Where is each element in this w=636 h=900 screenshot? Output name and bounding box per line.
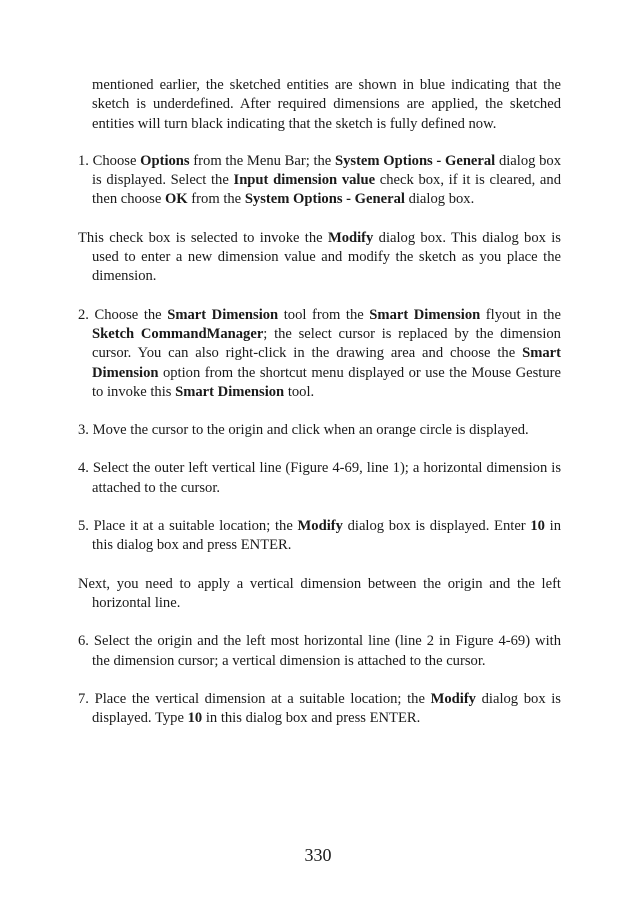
bold-term: Modify xyxy=(430,690,476,707)
bold-term: System Options - General xyxy=(334,152,496,169)
page-body xyxy=(78,76,561,747)
bold-term: Smart Dimension xyxy=(369,306,481,323)
bold-term: 10 xyxy=(187,710,203,727)
paragraph-intro-continued xyxy=(78,76,561,134)
text-run: in this dialog box and press ENTER. xyxy=(92,518,561,554)
paragraph-step-7 xyxy=(78,690,561,729)
text-run: tool. xyxy=(284,383,315,400)
text-run: This check box is selected to invoke the xyxy=(78,229,328,246)
paragraph-note-modify xyxy=(78,229,561,287)
text-run: ; the select cursor is replaced by the dimension cursor. You can also right-click in the drawing area and choose the xyxy=(92,325,561,362)
text-run: 6. Select the origin and the left most horizontal line (line 2 in Figure 4-69) with the dimension cursor; a vertical dimension is attached to the cursor. xyxy=(78,633,561,669)
paragraph-step-6 xyxy=(78,632,561,671)
bold-term: Smart Dimension xyxy=(92,345,561,381)
text-run: 1. Choose xyxy=(78,152,141,169)
text-run: flyout in the xyxy=(480,306,561,323)
bold-term: Smart Dimension xyxy=(167,306,279,323)
paragraph-note-vertical xyxy=(78,575,561,614)
text-run: Next, you need to apply a vertical dimension between the origin and the left horizontal line. xyxy=(78,575,561,611)
text-run: tool from the xyxy=(278,306,370,323)
paragraph-step-3 xyxy=(78,421,561,440)
text-run: dialog box is displayed. Enter xyxy=(342,518,531,535)
text-run: option from the shortcut menu displayed or use the Mouse Gesture to invoke this xyxy=(92,364,561,400)
bold-term: Smart Dimension xyxy=(175,383,285,400)
text-run: dialog box is displayed. Select the xyxy=(92,152,562,189)
text-run: 2. Choose the xyxy=(78,306,168,323)
text-run: 7. Place the vertical dimension at a suitable location; the xyxy=(78,690,431,707)
text-run: 5. Place it at a suitable location; the xyxy=(78,518,298,535)
text-run: from the xyxy=(187,191,245,208)
text-run: dialog box is displayed. Type xyxy=(92,690,561,727)
bold-term: Options xyxy=(140,152,190,169)
text-run: dialog box. This dialog box is used to enter a new dimension value and modify the sketch as you place the dimension. xyxy=(92,229,561,285)
text-run: in this dialog box and press ENTER. xyxy=(202,710,421,727)
bold-term: 10 xyxy=(530,518,545,535)
bold-term: OK xyxy=(164,191,188,208)
page-number: 330 xyxy=(304,845,332,865)
paragraph-step-5 xyxy=(78,517,561,556)
bold-term: Sketch CommandManager xyxy=(92,325,264,342)
bold-term: Input dimension value xyxy=(233,172,376,189)
text-run: dialog box. xyxy=(404,191,475,208)
paragraph-step-1 xyxy=(78,152,561,210)
text-run: mentioned earlier, the sketched entities are shown in blue indicating that the sketch is underdefined. After required dimensions are applied, the sketched entities will turn black indicating that the sketch is fully defined now. xyxy=(92,77,561,132)
text-run: from the Menu Bar; the xyxy=(189,152,335,169)
text-run: 3. Move the cursor to the origin and click when an orange circle is displayed. xyxy=(78,422,529,439)
text-run: check box, if it is cleared, and then choose xyxy=(92,172,561,208)
bold-term: Modify xyxy=(297,518,343,535)
text-run: 4. Select the outer left vertical line (Figure 4-69, line 1); a horizontal dimension is attached to the cursor. xyxy=(78,460,561,496)
paragraph-step-4 xyxy=(78,459,561,498)
bold-term: Modify xyxy=(327,229,374,246)
bold-term: System Options - General xyxy=(244,191,405,208)
paragraph-step-2 xyxy=(78,306,561,402)
